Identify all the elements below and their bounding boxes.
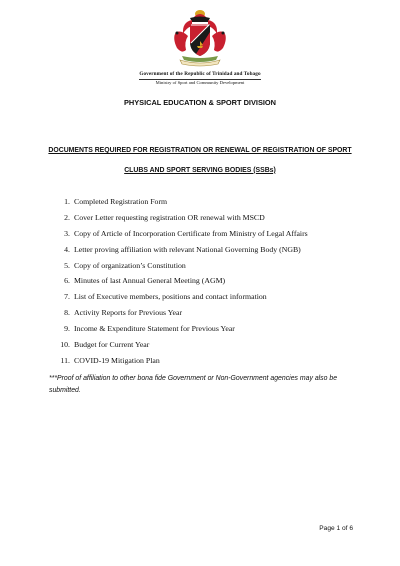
list-item [58, 258, 308, 274]
list-item-text: Minutes of last Annual General Meeting (AGM) [74, 276, 226, 286]
list-item-text: Letter proving affiliation with relevant National Governing Body (NGB) [74, 244, 301, 254]
list-item [58, 321, 308, 337]
list-item-number: 4. [64, 244, 70, 254]
list-item-number: 6. [64, 276, 70, 286]
division-heading: PHYSICAL EDUCATION & SPORT DIVISION [123, 98, 277, 107]
list-item [58, 353, 308, 369]
ministry-name: Ministry of Sport and Community Development [155, 80, 245, 85]
list-item-number: 7. [64, 292, 70, 302]
list-item-text: COVID-19 Mitigation Plan [74, 355, 160, 365]
list-item-number: 2. [64, 212, 70, 222]
list-item-number: 10. [60, 340, 70, 350]
affiliation-note: ***Proof of affiliation to other bona fide Government or Non-Government agencies may also be submitted. [49, 375, 338, 394]
required-documents-list [58, 194, 308, 369]
list-item-text: Copy of Article of Incorporation Certificate from Ministry of Legal Affairs [74, 228, 308, 238]
list-item-text: Cover Letter requesting registration OR renewal with MSCD [74, 212, 265, 222]
page-number: Page 1 of 6 [319, 525, 353, 532]
document-title: DOCUMENTS REQUIRED FOR REGISTRATION OR RENEWAL OF REGISTRATION OF SPORT CLUBS AND SPORT SERVING BODIES (SSBs) [48, 147, 352, 174]
list-item [58, 289, 308, 305]
list-item [58, 210, 308, 226]
list-item-number: 11. [60, 355, 70, 365]
list-item-number: 8. [64, 308, 70, 318]
list-item [58, 305, 308, 321]
list-item-text: Activity Reports for Previous Year [74, 308, 183, 318]
government-name: Government of the Republic of Trinidad and Tobago [139, 71, 261, 77]
list-item-text: List of Executive members, positions and contact information [74, 292, 267, 302]
list-item-text: Copy of organization’s Constitution [74, 260, 186, 270]
list-item-number: 9. [64, 324, 70, 334]
list-item [58, 273, 308, 289]
list-item-number: 1. [64, 197, 70, 206]
coat-of-arms-icon [168, 8, 232, 68]
list-item-text: Income & Expenditure Statement for Previous Year [74, 324, 235, 334]
list-item [58, 226, 308, 242]
list-item [58, 242, 308, 258]
list-item-text: Budget for Current Year [74, 340, 150, 350]
list-item [58, 337, 308, 353]
list-item-number: 5. [64, 260, 70, 270]
list-item-number: 3. [64, 228, 70, 238]
list-item-text: Completed Registration Form [74, 197, 168, 206]
list-item [58, 194, 308, 210]
